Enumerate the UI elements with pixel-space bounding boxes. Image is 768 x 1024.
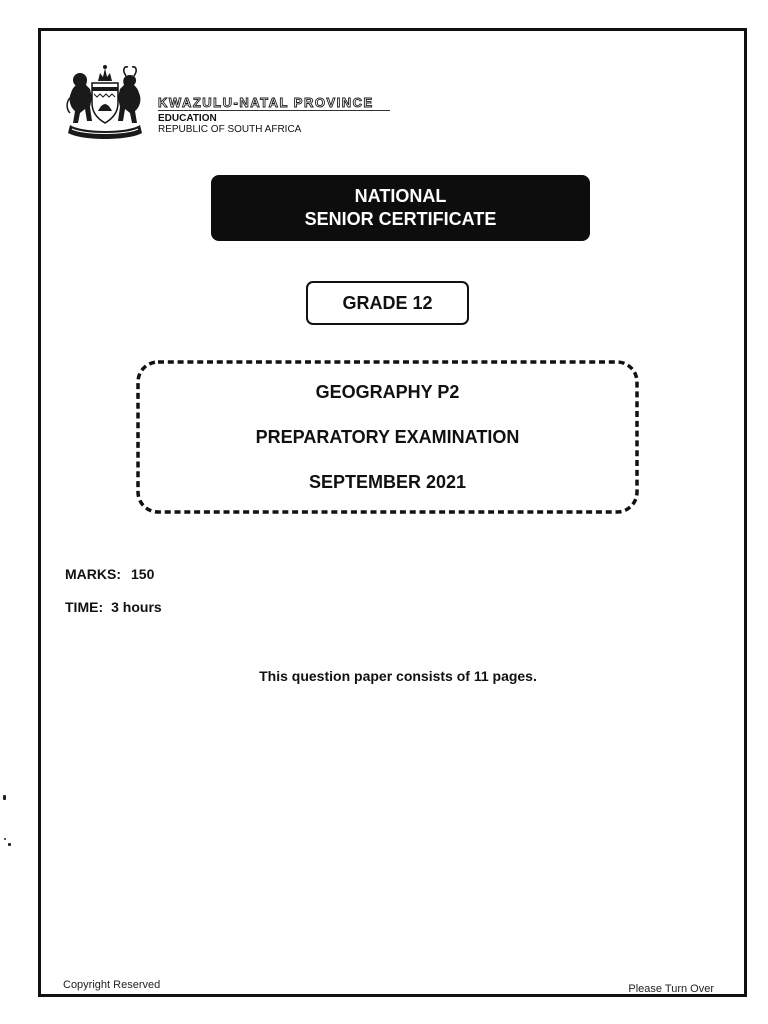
header-rule — [158, 110, 390, 111]
time-row — [65, 598, 162, 616]
time-label: TIME: — [65, 599, 104, 615]
scan-artifact — [8, 843, 11, 846]
exam-type: PREPARATORY EXAMINATION — [255, 427, 520, 447]
grade-label: GRADE 12 — [342, 292, 433, 313]
grade-box — [306, 281, 469, 325]
scan-artifact — [3, 795, 6, 800]
exam-subject: GEOGRAPHY P2 — [315, 382, 460, 402]
certificate-line-1: NATIONAL — [354, 186, 447, 206]
time-value: 3 hours — [111, 599, 162, 615]
province-name: KWAZULU-NATAL PROVINCE — [158, 95, 374, 110]
marks-label: MARKS: — [65, 566, 121, 582]
marks-row — [65, 565, 154, 583]
certificate-banner — [211, 175, 590, 241]
certificate-line-2: SENIOR CERTIFICATE — [304, 209, 497, 229]
exam-info-box — [136, 360, 639, 514]
footer-copyright: Copyright Reserved — [63, 979, 161, 991]
country-name: REPUBLIC OF SOUTH AFRICA — [158, 124, 302, 135]
coat-of-arms-icon — [62, 63, 148, 141]
exam-date: SEPTEMBER 2021 — [308, 472, 467, 492]
marks-value: 150 — [131, 566, 155, 582]
department-name: EDUCATION — [158, 113, 217, 124]
page-count-note: This question paper consists of 11 pages. — [259, 668, 537, 684]
footer-turn-over: Please Turn Over — [628, 983, 714, 995]
scan-artifact — [4, 838, 6, 840]
